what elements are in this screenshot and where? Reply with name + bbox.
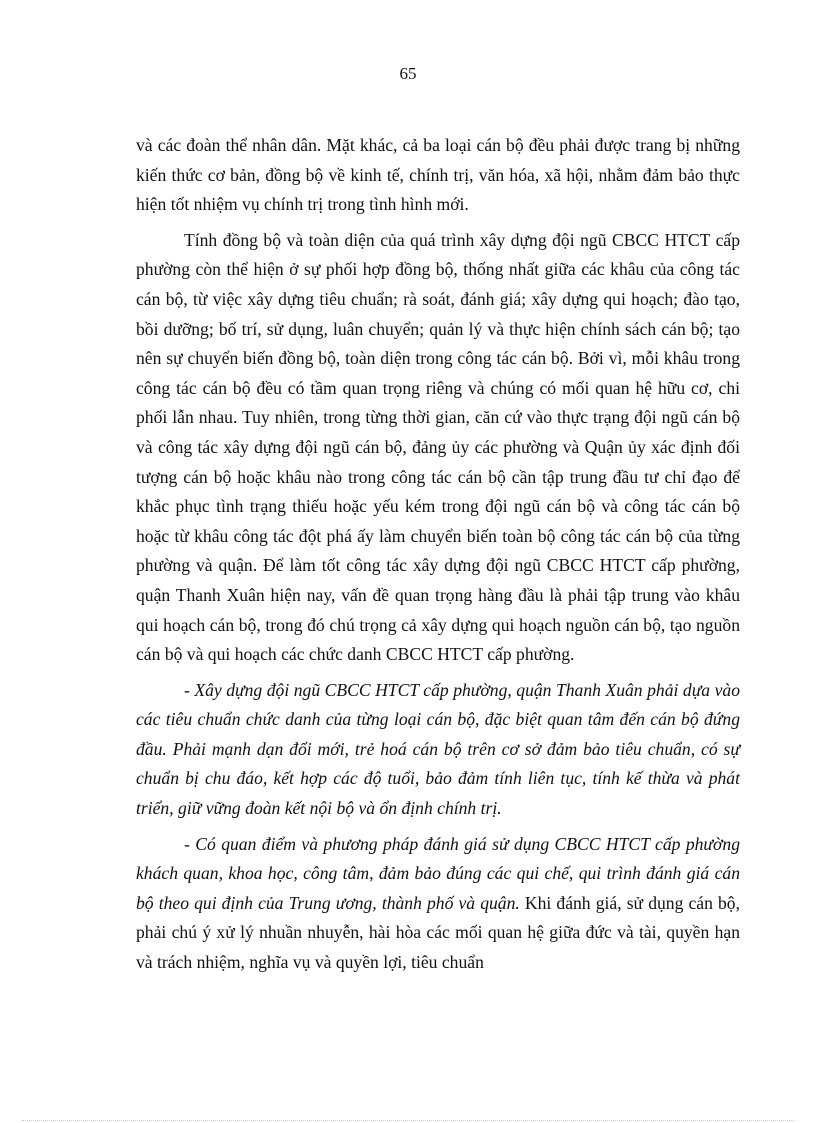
paragraph-evaluation-italic: - Có quan điểm và phương pháp đánh giá sử dụng CBCC HTCT cấp phường khách quan, khoa học, công tâm, đảm bảo đúng các qui chế, qui trình đánh giá cán bộ theo qui định của Trung ương, thành phố và quận. — [136, 833, 740, 913]
paragraph-evaluation — [136, 830, 740, 978]
page-number: 65 — [399, 64, 417, 83]
paragraph-evaluation-normal: Khi đánh giá, sử dụng cán bộ, phải chú ý xử lý nhuần nhuyễn, hài hòa các mối quan hệ giữa đức và tài, quyền hạn và trách nhiệm, nghĩa vụ và quyền lợi, tiêu chuẩn — [136, 892, 740, 973]
body-text — [136, 131, 740, 984]
page-bottom-divider — [22, 1120, 794, 1121]
paragraph-standards: - Xây dựng đội ngũ CBCC HTCT cấp phường, quận Thanh Xuân phải dựa vào các tiêu chuẩn chức danh của từng loại cán bộ, đặc biệt quan tâm đến cán bộ đứng đầu. Phải mạnh dạn đổi mới, trẻ hoá cán bộ trên cơ sở đảm bảo tiêu chuẩn, có sự chuẩn bị chu đáo, kết hợp các độ tuổi, bảo đảm tính liên tục, tính kế thừa và phát triển, giữ vững đoàn kết nội bộ và ổn định chính trị. — [136, 679, 740, 819]
paragraph-synchronicity: Tính đồng bộ và toàn diện của quá trình xây dựng đội ngũ CBCC HTCT cấp phường còn thể hiện ở sự phối hợp đồng bộ, thống nhất giữa các khâu của công tác cán bộ, từ việc xây dựng tiêu chuẩn; rà soát, đánh giá; xây dựng qui hoạch; đào tạo, bồi dưỡng; bố trí, sử dụng, luân chuyển; quản lý và thực hiện chính sách cán bộ; tạo nên sự chuyển biến đồng bộ, toàn diện trong công tác cán bộ. Bởi vì, mỗi khâu trong công tác cán bộ đều có tầm quan trọng riêng và chúng có mối quan hệ hữu cơ, chi phối lẫn nhau. Tuy nhiên, trong từng thời gian, căn cứ vào thực trạng đội ngũ cán bộ và công tác xây dựng đội ngũ cán bộ, đảng ủy các phường và Quận ủy xác định đối tượng cán bộ hoặc khâu nào trong công tác cán bộ cần tập trung đầu tư chỉ đạo để khắc phục tình trạng thiếu hoặc yếu kém trong đội ngũ cán bộ và công tác cán bộ hoặc từ khâu công tác đột phá ấy làm chuyển biến toàn bộ công tác cán bộ của từng phường và quận. Để làm tốt công tác xây dựng đội ngũ CBCC HTCT cấp phường, quận Thanh Xuân hiện nay, vấn đề quan trọng hàng đầu là phải tập trung vào khâu qui hoạch cán bộ, trong đó chú trọng cả xây dựng qui hoạch nguồn cán bộ, tạo nguồn cán bộ và qui hoạch các chức danh CBCC HTCT cấp phường. — [136, 229, 740, 665]
paragraph-continuation: và các đoàn thể nhân dân. Mặt khác, cả ba loại cán bộ đều phải được trang bị những kiến thức cơ bản, đồng bộ về kinh tế, chính trị, văn hóa, xã hội, nhằm đảm bảo thực hiện tốt nhiệm vụ chính trị trong tình hình mới. — [136, 135, 740, 215]
